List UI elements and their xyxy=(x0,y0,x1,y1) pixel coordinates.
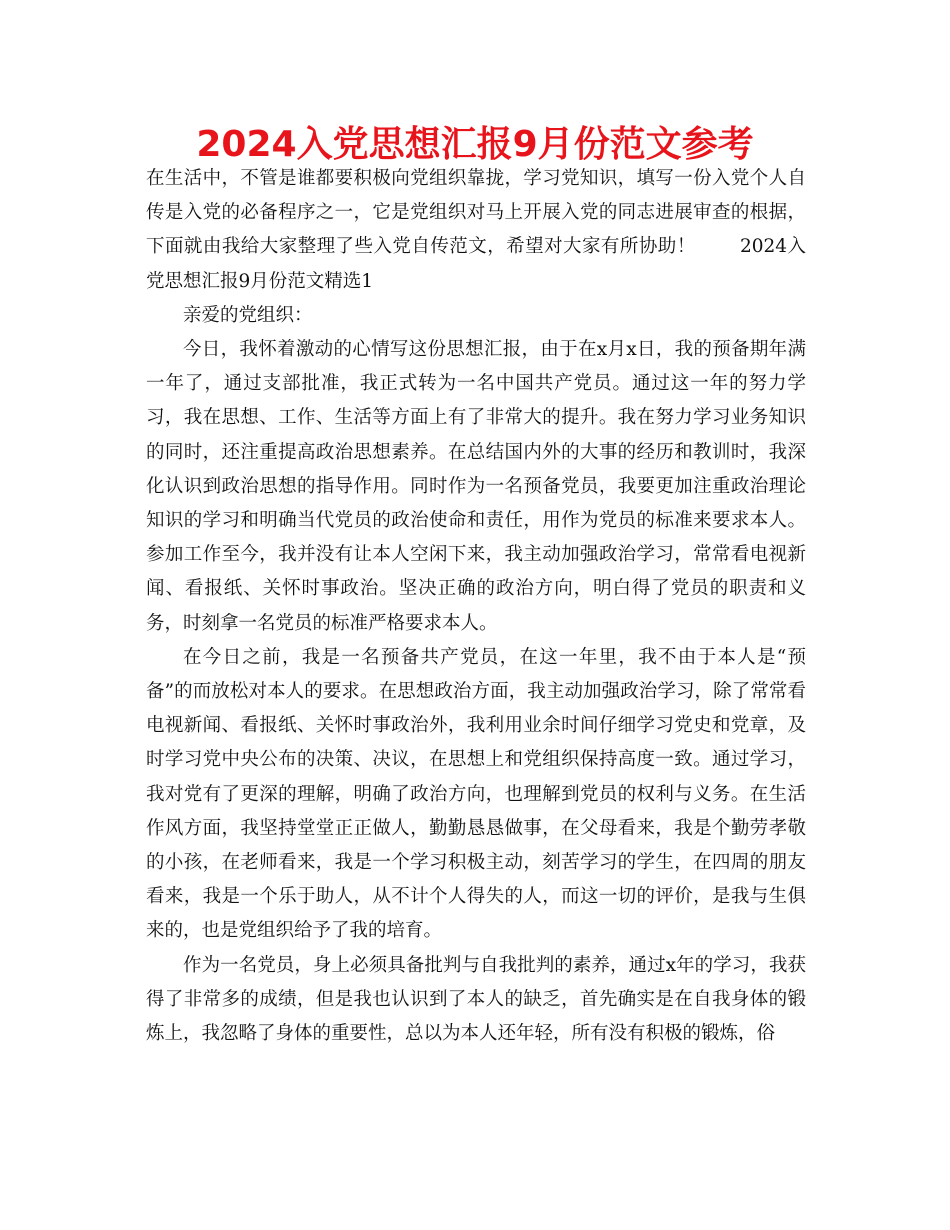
body-paragraph: 今日，我怀着激动的心情写这份思想汇报，由于在x月x日，我的预备期年满一年了，通过支部批准，我正式转为一名中国共产党员。通过这一年的努力学习，我在思想、工作、生活等方面上有了非常大的提升。我在努力学习业务知识的同时，还注重提高政治思想素养。在总结国内外的大事的经历和教训时，我深化认识到政治思想的指导作用。同时作为一名预备党员，我要更加注重政治理论知识的学习和明确当代党员的政治使命和责任，用作为党员的标准来要求本人。参加工作至今，我并没有让本人空闲下来，我主动加强政治学习，常常看电视新闻、看报纸、关怀时事政治。坚决正确的政治方向，明白得了党员的职责和义务，时刻拿一名党员的标准严格要求本人。 xyxy=(146,339,806,634)
salutation: 亲爱的党组织： xyxy=(183,304,313,326)
body-paragraph: 作为一名党员，身上必须具备批判与自我批判的素养，通过x年的学习，我获得了非常多的成绩，但是我也认识到了本人的缺乏，首先确实是在自我身体的锻炼上，我忽略了身体的重要性，总以为本人还年轻，所有没有积极的锻炼，俗 xyxy=(146,954,806,1045)
intro-paragraph: 在生活中，不管是谁都要积极向党组织靠拢，学习党知识，填写一份入党个人自传是入党的必备程序之一，它是党组织对马上开展入党的同志进展审查的根据，下面就由我给大家整理了些入党自传范文，希望对大家有所协助！ 2024入党思想汇报9月份范文精选1 xyxy=(146,168,806,292)
document-body xyxy=(146,162,806,1051)
document-title: 2024入党思想汇报9月份范文参考 xyxy=(196,124,754,165)
body-paragraph: 在今日之前，我是一名预备共产党员，在这一年里，我不由于本人是“预备”的而放松对本人的要求。在思想政治方面，我主动加强政治学习，除了常常看电视新闻、看报纸、关怀时事政治外，我利用业余时间仔细学习党史和党章，及时学习党中央公布的决策、决议，在思想上和党组织保持高度一致。通过学习，我对党有了更深的理解，明确了政治方向，也理解到党员的权利与义务。在生活作风方面，我坚持堂堂正正做人，勤勤恳恳做事，在父母看来，我是个勤劳孝敬的小孩，在老师看来，我是一个学习积极主动，刻苦学习的学生，在四周的朋友看来，我是一个乐于助人，从不计个人得失的人，而这一切的评价，是我与生俱来的，也是党组织给予了我的培育。 xyxy=(146,646,806,942)
